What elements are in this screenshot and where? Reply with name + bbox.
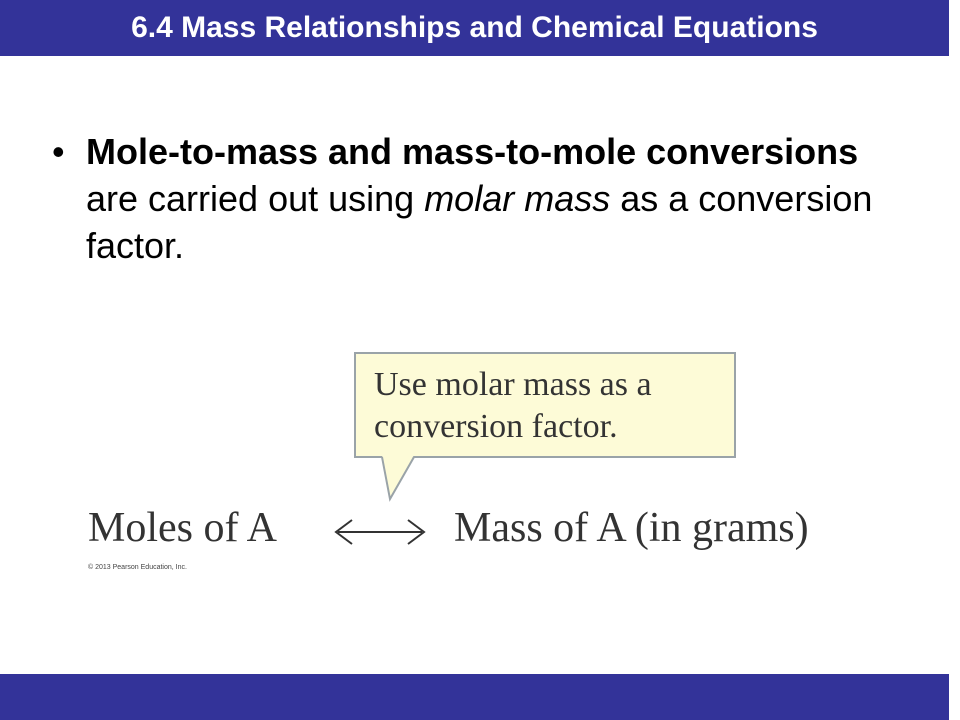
bullet-marker: • — [52, 131, 65, 172]
callout-text: Use molar mass as a conversion factor. — [374, 366, 652, 445]
bullet-item — [52, 128, 892, 269]
callout-box — [354, 352, 736, 458]
bullet-bold-text: Mole-to-mass and mass-to-mole conversions — [86, 131, 859, 172]
bullet-text-part-2: as a conversion factor. — [86, 178, 873, 266]
bullet-text — [86, 128, 892, 269]
copyright-notice: © 2013 Pearson Education, Inc. — [88, 564, 187, 571]
bullet-italic-text: molar mass — [424, 178, 611, 219]
mass-term: Mass of A (in grams) — [454, 505, 809, 551]
double-arrow-icon — [332, 514, 428, 550]
right-margin-strip — [949, 0, 960, 720]
footer-bar — [0, 674, 949, 720]
bullet-text-part-1: are carried out using — [86, 178, 425, 219]
callout-tail-icon — [380, 455, 440, 505]
slide-title: 6.4 Mass Relationships and Chemical Equations — [131, 11, 818, 44]
moles-term: Moles of A — [88, 505, 277, 551]
conversion-equation — [88, 500, 888, 560]
